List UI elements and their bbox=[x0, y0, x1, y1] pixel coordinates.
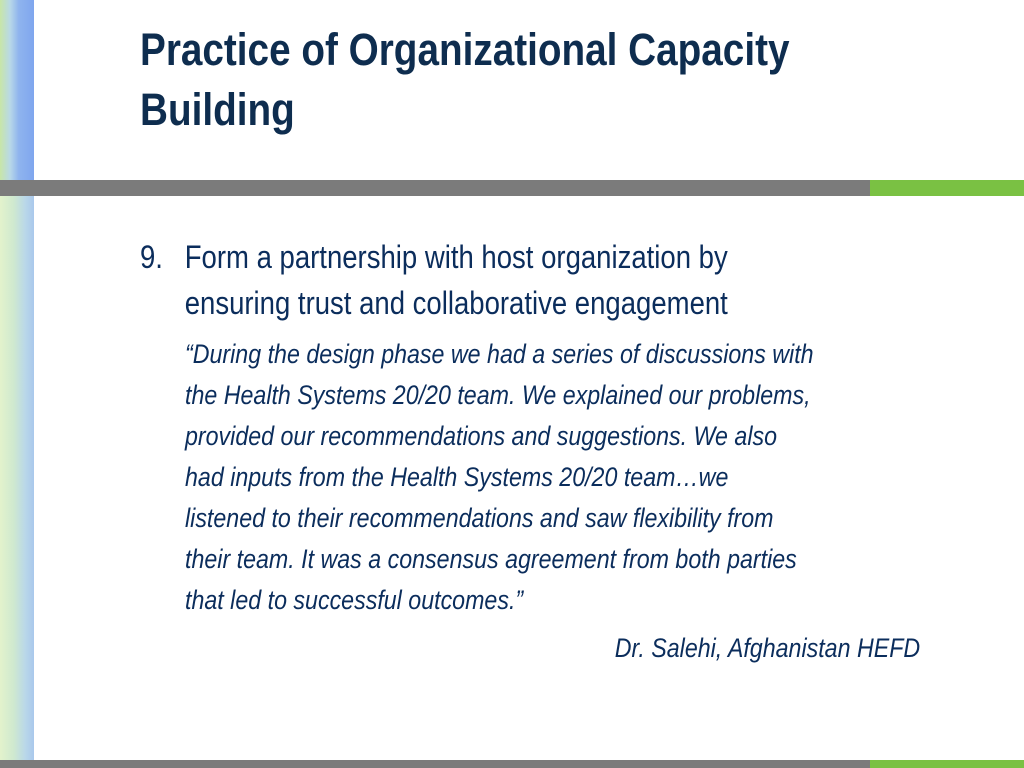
quote-line: that led to successful outcomes.” bbox=[185, 585, 524, 615]
slide-title-line: Practice of Organizational Capacity bbox=[140, 24, 790, 75]
footer-divider-gray bbox=[0, 760, 870, 768]
quote-line: the Health Systems 20/20 team. We explained our problems, bbox=[185, 380, 811, 410]
item-number: 9. bbox=[140, 239, 163, 275]
left-accent-bar-top bbox=[0, 0, 34, 180]
quote-block bbox=[185, 334, 959, 621]
slide-title-line: Building bbox=[140, 84, 295, 135]
item-text-line: ensuring trust and collaborative engagement bbox=[184, 285, 728, 321]
quote-attribution: Dr. Salehi, Afghanistan HEFD bbox=[614, 633, 920, 663]
item-text-line: Form a partnership with host organization by bbox=[184, 239, 728, 275]
title-divider-green bbox=[870, 180, 1024, 196]
quote-line: listened to their recommendations and saw flexibility from bbox=[185, 503, 774, 533]
slide-title bbox=[140, 20, 880, 140]
title-divider-gray bbox=[0, 180, 870, 196]
quote-line: their team. It was a consensus agreement from both parties bbox=[185, 544, 797, 574]
quote-line: provided our recommendations and suggestions. We also bbox=[185, 421, 778, 451]
quote-line: “During the design phase we had a series of discussions with bbox=[185, 339, 814, 369]
footer-divider-green bbox=[870, 760, 1024, 768]
left-accent-bar-bottom bbox=[0, 196, 34, 760]
item-text bbox=[185, 234, 839, 326]
quote-line: had inputs from the Health Systems 20/20 team…we bbox=[185, 462, 729, 492]
